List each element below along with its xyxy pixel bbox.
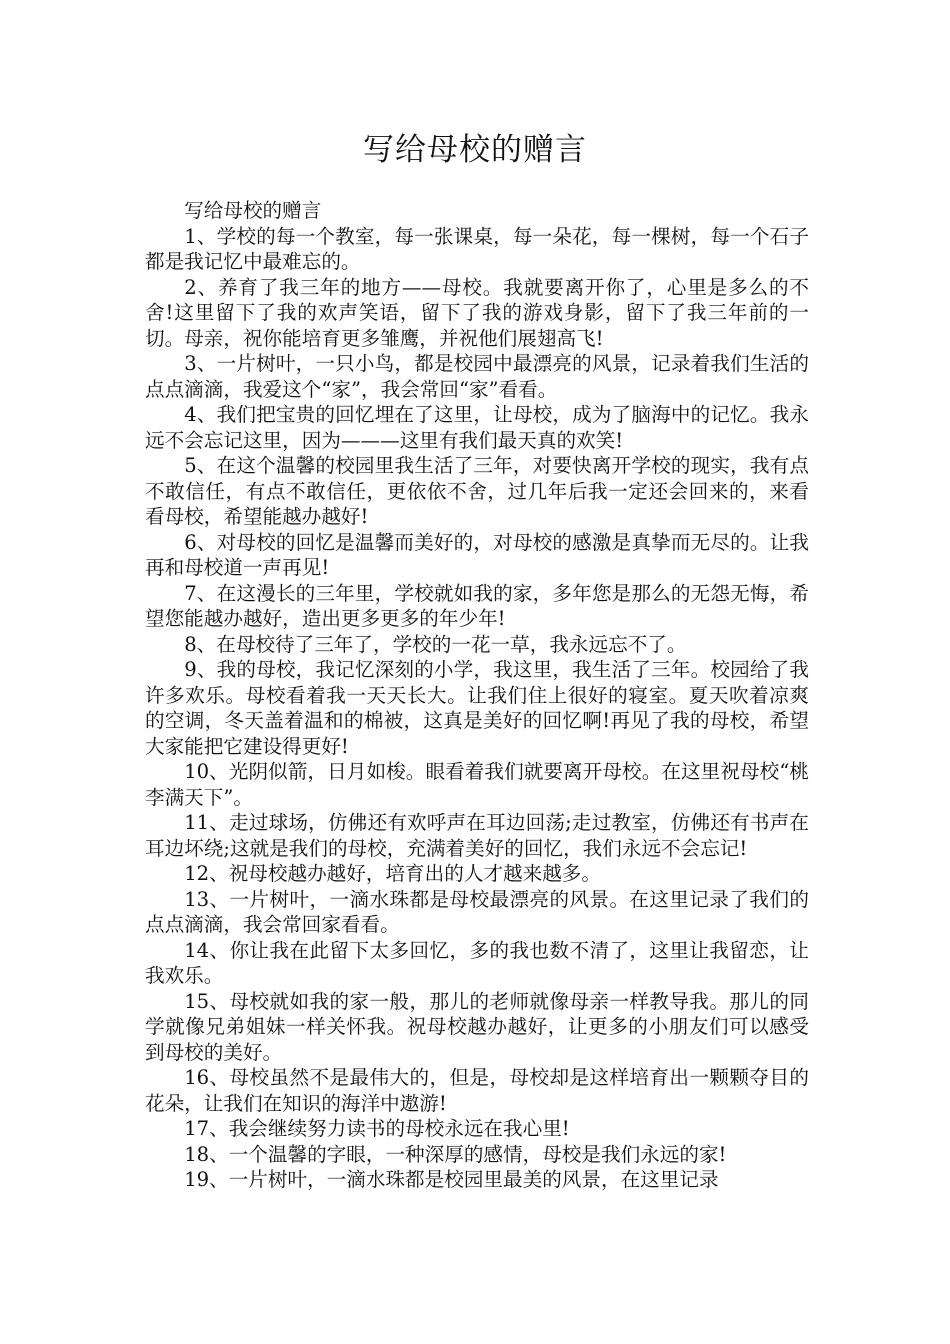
paragraph-2: 2、养育了我三年的地方——母校。我就要离开你了，心里是多么的不舍!这里留下了我的欢声笑语，留下了我的游戏身影，留下了我三年前的一切。母亲，祝你能培育更多雏鹰，并祝他们展翅高飞! (145, 275, 809, 350)
paragraph-8: 8、在母校待了三年了，学校的一花一草，我永远忘不了。 (184, 632, 687, 656)
paragraph-4: 4、我们把宝贵的回忆埋在了这里，让母校，成为了脑海中的记忆。我永远不会忘记这里，因为———这里有我们最天真的欢笑! (145, 403, 809, 452)
paragraph-10: 10、光阴似箭，日月如梭。眼看着我们就要离开母校。在这里祝母校“桃李满天下”。 (145, 760, 809, 809)
paragraph-14: 14、你让我在此留下太多回忆，多的我也数不清了，这里让我留恋，让我欢乐。 (145, 938, 809, 987)
document-title: 写给母校的赠言 (363, 132, 587, 168)
paragraph-6: 6、对母校的回忆是温馨而美好的，对母校的感激是真挚而无尽的。让我再和母校道一声再见! (145, 530, 809, 579)
subtitle-paragraph: 写给母校的赠言 (184, 199, 322, 222)
paragraph-17: 17、我会继续努力读书的母校永远在我心里! (184, 1117, 570, 1140)
paragraph-13: 13、一片树叶，一滴水珠都是母校最漂亮的风景。在这里记录了我们的点点滴滴，我会常回家看看。 (145, 887, 809, 936)
paragraph-15: 15、母校就如我的家一般，那儿的老师就像母亲一样教导我。那儿的同学就像兄弟姐妹一样关怀我。祝母校越办越好，让更多的小朋友们可以感受到母校的美好。 (145, 989, 809, 1064)
paragraph-9: 9、我的母校，我记忆深刻的小学，我这里，我生活了三年。校园给了我许多欢乐。母校看着我一天天长大。让我们住上很好的寝室。夏天吹着凉爽的空调，冬天盖着温和的棉被，这真是美好的回忆啊!再见了我的母校，希望大家能把它建设得更好! (145, 658, 809, 758)
paragraph-3: 3、一片树叶，一只小鸟，都是校园中最漂亮的风景，记录着我们生活的点点滴滴，我爱这个“家”，我会常回“家”看看。 (145, 352, 809, 401)
paragraph-11: 11、走过球场，仿佛还有欢呼声在耳边回荡;走过教室，仿佛还有书声在耳边坏绕;这就是我们的母校，充满着美好的回忆，我们永远不会忘记! (145, 811, 809, 860)
document-body (145, 198, 809, 1193)
paragraph-1: 1、学校的每一个教室，每一张课桌，每一朵花，每一棵树，每一个石子都是我记忆中最难忘的。 (145, 224, 809, 273)
paragraph-18: 18、一个温馨的字眼，一种深厚的感情，母校是我们永远的家! (184, 1142, 727, 1166)
paragraph-19: 19、一片树叶，一滴水珠都是校园里最美的风景，在这里记录 (184, 1168, 719, 1191)
paragraph-12: 12、祝母校越办越好，培育出的人才越来越多。 (184, 862, 601, 885)
paragraph-16: 16、母校虽然不是最伟大的，但是，母校却是这样培育出一颗颗夺目的花朵，让我们在知识的海洋中遨游! (145, 1066, 809, 1115)
paragraph-7: 7、在这漫长的三年里，学校就如我的家，多年您是那么的无怨无悔，希望您能越办越好，造出更多更多的年少年! (145, 581, 809, 630)
paragraph-5: 5、在这个温馨的校园里我生活了三年，对要快离开学校的现实，我有点不敢信任，有点不敢信任，更依依不舍，过几年后我一定还会回来的，来看看母校，希望能越办越好! (145, 454, 809, 528)
